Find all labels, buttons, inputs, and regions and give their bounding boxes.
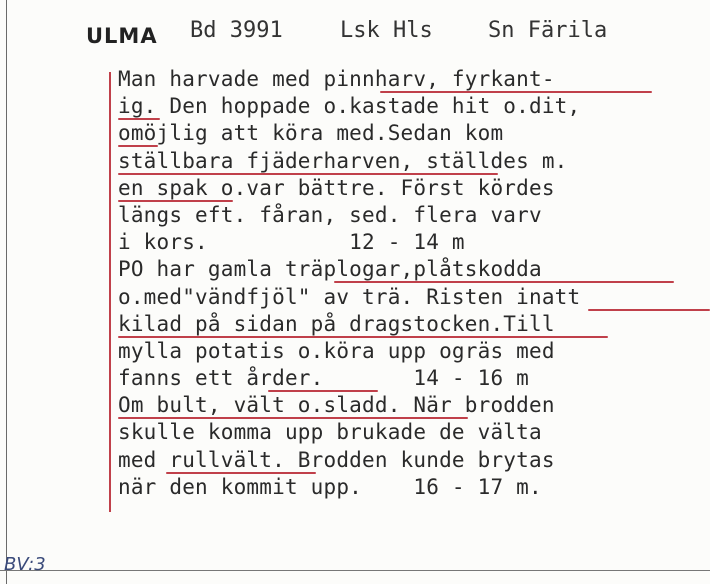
text-line (118, 120, 710, 147)
text-line-content: längs eft. fåran, sed. flera varv (118, 202, 542, 227)
text-line-content: Om bult, vält o.sladd. När brodden (118, 393, 555, 418)
card-bottom-edge (0, 570, 710, 571)
text-line-content: Man harvade med pinnharv, fyrkant- (118, 67, 555, 91)
text-line (118, 447, 710, 474)
text-line-content: med rullvält. Brodden kunde brytas (118, 447, 555, 472)
text-line (118, 474, 710, 501)
card-header (0, 12, 710, 52)
text-line-content: ig. Den hoppade o.kastade hit o.dit, (118, 94, 581, 119)
text-line-content: mylla potatis o.köra upp ogräs med (118, 338, 555, 363)
text-line (118, 284, 710, 311)
text-line (118, 229, 710, 256)
handwritten-corner-note: BV:3 (4, 554, 46, 575)
red-margin-line (109, 72, 111, 512)
place-name: Sn Färila (488, 18, 608, 43)
text-line (118, 392, 710, 419)
text-line (118, 93, 710, 120)
text-line (118, 148, 710, 175)
text-line-content: fanns ett årder. 14 - 16 m (118, 366, 529, 391)
text-line (118, 365, 710, 392)
text-line-content: omöjlig att köra med.Sedan kom (118, 121, 504, 146)
archive-code: ULMA (86, 24, 158, 48)
text-line-content: skulle komma upp brukade de välta (118, 420, 542, 445)
text-line-content: o.med"vändfjöl" av trä. Risten inatt (118, 284, 581, 309)
text-line (118, 175, 710, 202)
text-line-content: PO har gamla träplogar,plåtskodda (118, 257, 542, 282)
text-line (118, 338, 710, 365)
typed-text-block (118, 66, 710, 501)
text-line (118, 66, 710, 93)
text-line-content: när den kommit upp. 16 - 17 m. (118, 474, 542, 499)
text-line (118, 419, 710, 446)
parish-code: Lsk Hls (340, 18, 433, 43)
text-line (118, 202, 710, 229)
text-line-content: i kors. 12 - 14 m (118, 230, 465, 255)
text-line (118, 311, 710, 338)
text-line-content: ställbara fjäderharven, ställdes m. (118, 148, 568, 173)
text-line-content: en spak o.var bättre. Först kördes (118, 175, 555, 200)
text-line-content: kilad på sidan på dragstocken.Till (118, 311, 555, 336)
card-left-edge (6, 0, 7, 584)
volume-number: Bd 3991 (190, 18, 283, 43)
text-line (118, 256, 710, 283)
